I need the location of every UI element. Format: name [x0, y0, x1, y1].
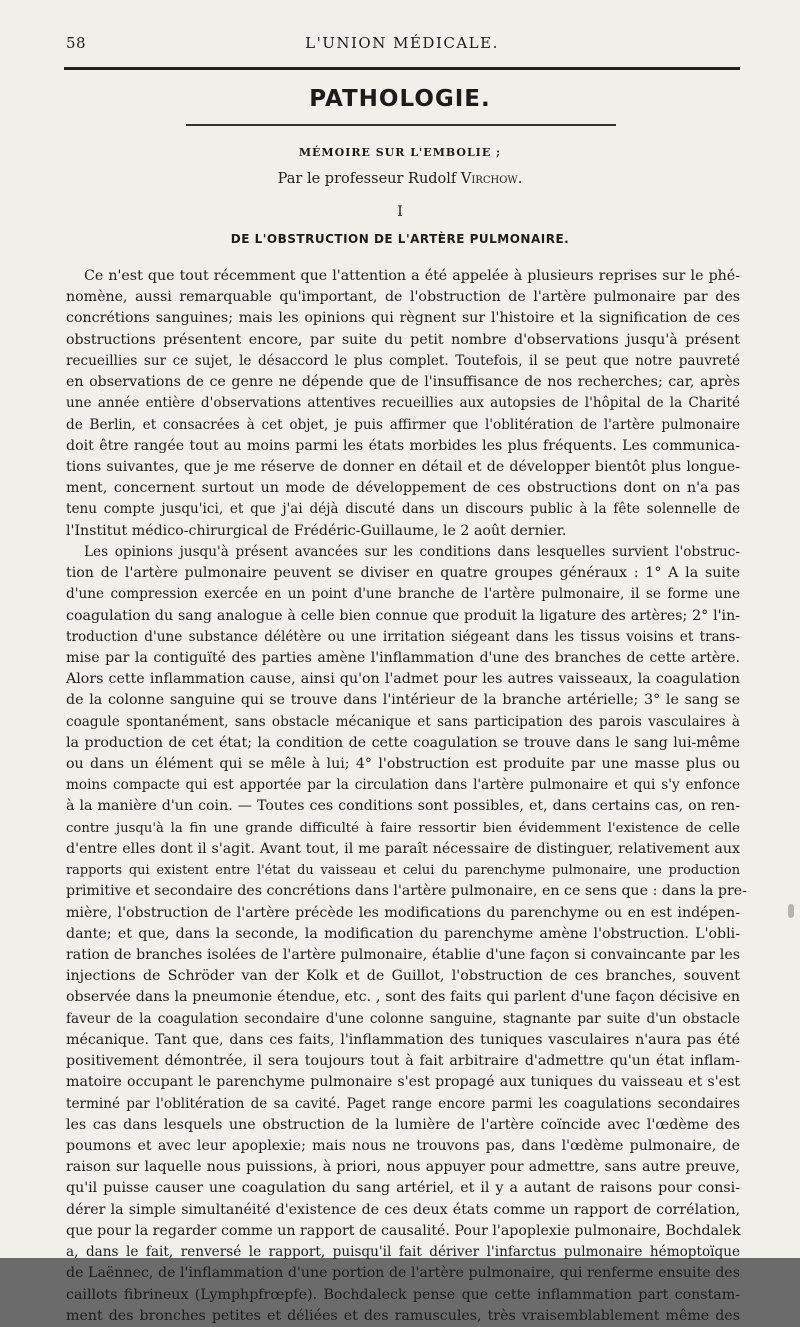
text-line: poumons et avec leur apoplexie; mais nous ne trouvons pas, dans l'œdème pulmonaire, de: [66, 1137, 740, 1154]
text-line: d'une compression exercée en un point d'une branche de l'artère pulmonaire, il se forme une: [66, 586, 740, 603]
byline: [0, 171, 800, 187]
text-line: mécanique. Tant que, dans ces faits, l'inflammation des tuniques vasculaires n'aura pas été: [66, 1031, 740, 1048]
text-line: nomène, aussi remarquable qu'important, de l'obstruction de l'artère pulmonaire par des: [66, 289, 740, 306]
text-line: caillots fibrineux (Lymphpfrœpfe). Bochdaleck pense que cette inflammation part constam-: [66, 1286, 740, 1303]
text-line: une année entière d'observations attentives recueillies aux autopsies de l'hôpital de la Charité: [66, 395, 740, 412]
text-line: mise par la contiguïté des parties amène l'inflammation d'une des branches de cette artère.: [66, 649, 740, 666]
header-rule: [64, 67, 740, 70]
text-line: moins compacte qui est apportée par la circulation dans l'artère pulmonaire et qui s'y enfonce: [66, 777, 740, 794]
author-name: Virchow: [460, 171, 518, 187]
text-line: l'Institut médico-chirurgical de Frédéric-Guillaume, le 2 août dernier.: [66, 522, 567, 539]
article-title: MÉMOIRE SUR L'EMBOLIE ;: [298, 146, 502, 159]
text-line: contre jusqu'à la fin une grande difficulté à faire ressortir bien évidemment l'existence de celle: [66, 820, 740, 836]
text-line: rapports qui existent entre l'état du vaisseau et celui du parenchyme pulmonaire, une production: [66, 863, 740, 879]
text-line: recueillies sur ce sujet, le désaccord le plus complet. Toutefois, il se peut que notre pauvreté: [66, 352, 740, 369]
text-line: a, dans le fait, renversé le rapport, puisqu'il fait dériver l'infarctus pulmonaire hémoptoïque: [66, 1244, 740, 1261]
text-line: de Laënnec, de l'inflammation d'une portion de l'artère pulmonaire, qui renferme ensuite des: [66, 1265, 740, 1282]
text-line: dérer la simple simultanéité d'existence de ces deux états comme un rapport de corrélation,: [66, 1201, 740, 1218]
text-line: de Berlin, et consacrées à cet objet, je puis affirmer que l'oblitération de l'artère pulmonaire: [66, 416, 740, 433]
text-line: concrétions sanguines; mais les opinions qui règnent sur l'histoire et la signification de ces: [66, 310, 740, 327]
text-line: troduction d'une substance délétère ou une irritation siégeant dans les tissus voisins et trans-: [66, 628, 740, 645]
text-line: en observations de ce genre ne dépende que de l'insuffisance de nos recherches; car, après: [66, 374, 740, 391]
text-line: Ce n'est que tout récemment que l'attention a été appelée à plusieurs reprises sur le phé-: [84, 268, 740, 284]
text-line: injections de Schröder van der Kolk et de Guillot, l'obstruction de ces branches, souvent: [66, 968, 740, 985]
title-rule: [186, 124, 616, 126]
text-line: faveur de la coagulation secondaire d'une colonne sanguine, stagnante par suite d'un obstacle: [66, 1010, 740, 1027]
text-line: doit être rangée tout au moins parmi les états morbides les plus fréquents. Les communica-: [66, 437, 740, 454]
text-line: mière, l'obstruction de l'artère précède les modifications du parenchyme ou en est indépen-: [66, 904, 740, 921]
text-line: positivement démontrée, il sera toujours tout à fait arbitraire d'admettre qu'un état inflam-: [66, 1053, 740, 1070]
text-line: à la manière d'un coin. — Toutes ces conditions sont possibles, et, dans certains cas, on ren-: [66, 798, 740, 815]
page-number: 58: [66, 34, 87, 52]
section-title: PATHOLOGIE.: [309, 86, 491, 112]
text-line: primitive et secondaire des concrétions dans l'artère pulmonaire, en ce sens que : dans la pre-: [66, 883, 747, 900]
byline-suffix: .: [517, 171, 523, 187]
text-line: observée dans la pneumonie étendue, etc. , sont des faits qui parlent d'une façon décisive en: [66, 989, 740, 1006]
text-line: dante; et que, dans la seconde, la modification du parenchyme amène l'obstruction. L'obli-: [66, 925, 740, 942]
byline-prefix: Par le professeur Rudolf: [277, 171, 461, 187]
text-line: la production de cet état; la condition de cette coagulation se trouve dans le sang lui-même: [66, 734, 740, 751]
text-line: ou dans un élément qui se mêle à lui; 4° l'obstruction est produite par une masse plus ou: [66, 756, 740, 773]
text-line: obstructions présentent encore, par suite du petit nombre d'observations jusqu'à présent: [66, 331, 740, 348]
text-line: que pour la regarder comme un rapport de causalité. Pour l'apoplexie pulmonaire, Bochdalek: [66, 1222, 741, 1239]
text-line: les cas dans lesquels une obstruction de la lumière de l'artère coïncide avec l'œdème des: [66, 1116, 740, 1133]
text-line: Les opinions jusqu'à présent avancées sur les conditions dans lesquelles survient l'obstruc-: [84, 543, 740, 560]
text-line: Alors cette inflammation cause, ainsi qu'on l'admet pour les autres vaisseaux, la coagulation: [66, 671, 740, 688]
text-line: ment des bronches petites et déliées et des ramuscules, très vraisemblablement même des: [66, 1307, 740, 1324]
text-line: tion de l'artère pulmonaire peuvent se diviser en quatre groupes généraux : 1° A la suite: [66, 565, 740, 582]
chapter-number: I: [397, 204, 403, 220]
text-line: qu'il puisse causer une coagulation du sang artériel, et il y a autant de raisons pour consi-: [66, 1180, 740, 1197]
text-line: raison sur laquelle nous puissions, à priori, nous appuyer pour admettre, sans autre preuve,: [66, 1159, 740, 1176]
page-header: [66, 34, 738, 60]
text-line: de la colonne sanguine qui se trouve dans l'intérieur de la branche artérielle; 3° le sang se: [66, 692, 740, 709]
running-head: L'UNION MÉDICALE.: [305, 34, 499, 52]
text-line: coagulation du sang analogue à celle bien connue que produit la ligature des artères; 2° l'in-: [66, 607, 740, 624]
text-line: matoire occupant le parenchyme pulmonaire s'est propagé aux tuniques du vaisseau et s'est: [66, 1074, 740, 1091]
text-line: coagule spontanément, sans obstacle mécanique et sans participation des parois vasculaires à: [66, 713, 740, 730]
text-line: tenu compte jusqu'ici, et que j'ai déjà discuté dans un discours public à la fête solennelle de: [66, 501, 740, 518]
text-line: ration de branches isolées de l'artère pulmonaire, établie d'une façon si convaincante par les: [66, 947, 740, 963]
text-line: terminé par l'oblitération de sa cavité. Paget range encore parmi les coagulations secondaires: [66, 1095, 740, 1112]
body-text: [66, 266, 747, 1327]
chapter-title: DE L'OBSTRUCTION DE L'ARTÈRE PULMONAIRE.: [230, 232, 570, 246]
text-line: ment, concernent surtout un mode de développement de ces obstructions dont on n'a pas: [66, 480, 740, 497]
text-line: tions suivantes, que je me réserve de donner en détail et de développer bientôt plus longue-: [66, 458, 740, 475]
text-line: d'entre elles dont il s'agit. Avant tout, il me paraît nécessaire de distinguer, relativement aux: [66, 840, 740, 857]
page-blemish: [788, 904, 794, 918]
